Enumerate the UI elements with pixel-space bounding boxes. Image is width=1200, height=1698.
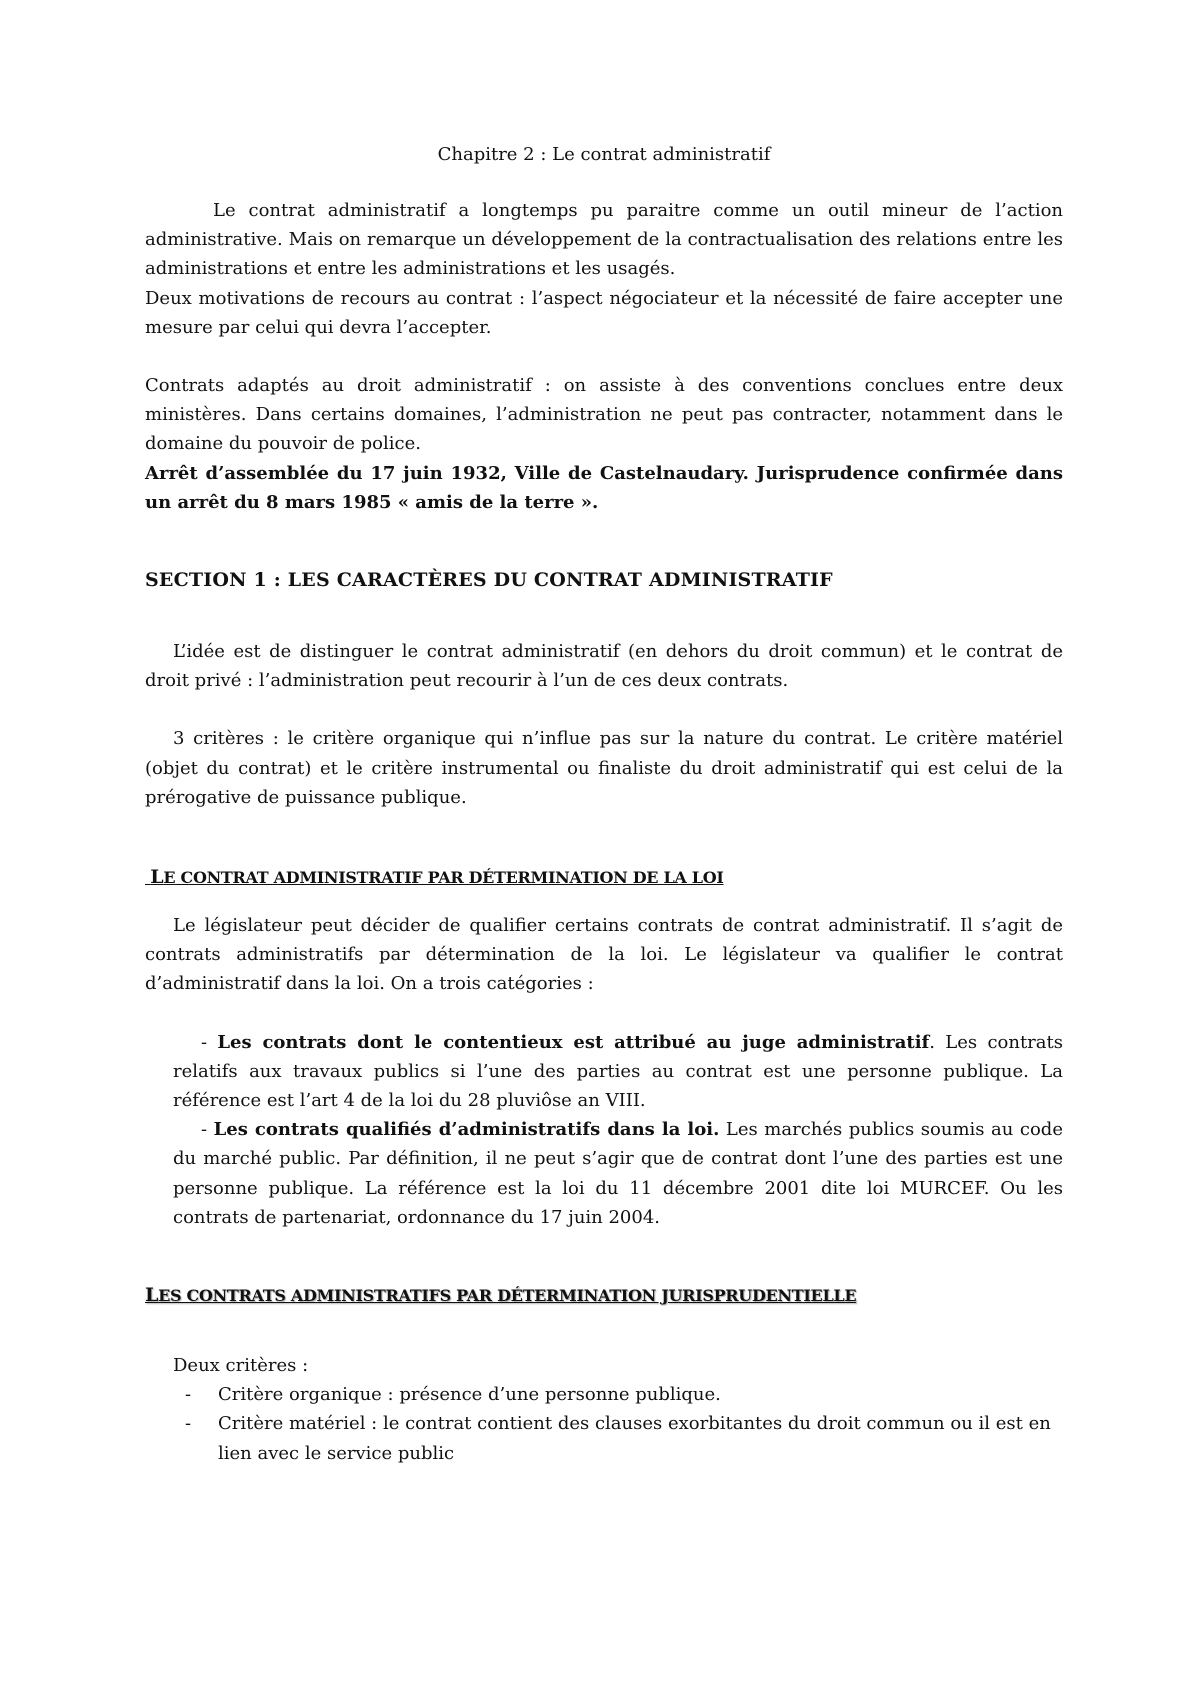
category-item-2-title: Les contrats qualifiés d’administratifs dans la loi. [213, 1119, 720, 1141]
subsection-1-heading-rest: E CONTRAT ADMINISTRATIF PAR DÉTERMINATION DE LA LOI [163, 868, 724, 888]
subsection-2-heading-rest: ES CONTRATS ADMINISTRATIFS PAR DÉTERMINATION JURISPRUDENTIELLE [158, 1286, 857, 1306]
jurisprudence-reference: Arrêt d’assemblée du 17 juin 1932, Ville de Castelnaudary. Jurisprudence confirmée dans un arrêt du 8 mars 1985 « amis de la terre ». [145, 462, 1063, 513]
category-item-2 [145, 1115, 1063, 1232]
subsection-1-paragraph: Le législateur peut décider de qualifier certains contrats de contrat administratif. Il s’agit de contrats administratifs par détermination de la loi. Le législateur va qualifier le contrat d’administratif dans la loi. On a trois catégories : [145, 915, 1063, 995]
intro-paragraph-2: Deux motivations de recours au contrat : l’aspect négociateur et la nécessité de faire accepter une mesure par celui qui devra l’accepter. [145, 287, 1063, 338]
category-item-1-title: Les contrats dont le contentieux est attribué au juge administratif [217, 1031, 930, 1053]
subsection-2-heading-initial: L [145, 1284, 159, 1307]
list-item-text: Critère organique : présence d’une personne publique. [218, 1384, 721, 1406]
subsection-1-heading [145, 862, 1063, 893]
section-1-paragraph-2: 3 critères : le critère organique qui n’influe pas sur la nature du contrat. Le critère matériel (objet du contrat) et le critère instrumental ou finaliste du droit administratif qui est celui de la prérogative de puissance publique. [145, 728, 1063, 808]
list-item-dash: - [185, 1413, 192, 1435]
criteria-lead: Deux critères : [173, 1355, 309, 1377]
category-item-1-text: . Les contrats relatifs aux travaux publics si l’une des parties au contrat est une personne publique. La référence est l’art 4 de la loi du 28 pluviôse an VIII. [173, 1031, 1063, 1112]
category-item-1-dash: - [201, 1031, 218, 1053]
list-item-dash: - [185, 1384, 192, 1406]
category-item-2-dash: - [201, 1119, 214, 1141]
category-item-1 [145, 1028, 1063, 1116]
intro-paragraph-3: Contrats adaptés au droit administratif : on assiste à des conventions conclues entre deux ministères. Dans certains domaines, l’administration ne peut pas contracter, notamment dans le domaine du pouvoir de police. [145, 375, 1063, 455]
category-item-2-text: Les marchés publics soumis au code du marché public. Par définition, il ne peut s’agir que de contrat dont l’une des parties est une personne publique. La référence est la loi du 11 décembre 2001 dite loi MURCEF. Ou les contrats de partenariat, ordonnance du 17 juin 2004. [173, 1119, 1063, 1228]
list-item-text: Critère matériel : le contrat contient des clauses exorbitantes du droit commun ou il est en lien avec le service public [218, 1413, 1051, 1464]
section-1-paragraph-1: L’idée est de distinguer le contrat administratif (en dehors du droit commun) et le contrat de droit privé : l’administration peut recourir à l’un de ces deux contrats. [145, 641, 1063, 692]
subsection-2-heading [145, 1280, 1063, 1311]
list-item [145, 1380, 1063, 1409]
section-1-heading: SECTION 1 : LES CARACTÈRES DU CONTRAT ADMINISTRATIF [145, 569, 833, 592]
subsection-1-heading-initial: L [150, 866, 164, 889]
chapter-title: Chapitre 2 : Le contrat administratif [437, 144, 771, 165]
list-item [145, 1409, 1063, 1467]
intro-paragraph-1: Le contrat administratif a longtemps pu paraitre comme un outil mineur de l’action administrative. Mais on remarque un développement de la contractualisation des relations entre les administrations et entre les administrations et les usagés. [145, 200, 1063, 280]
criteria-list [145, 1380, 1063, 1468]
document-body [145, 140, 1063, 1468]
